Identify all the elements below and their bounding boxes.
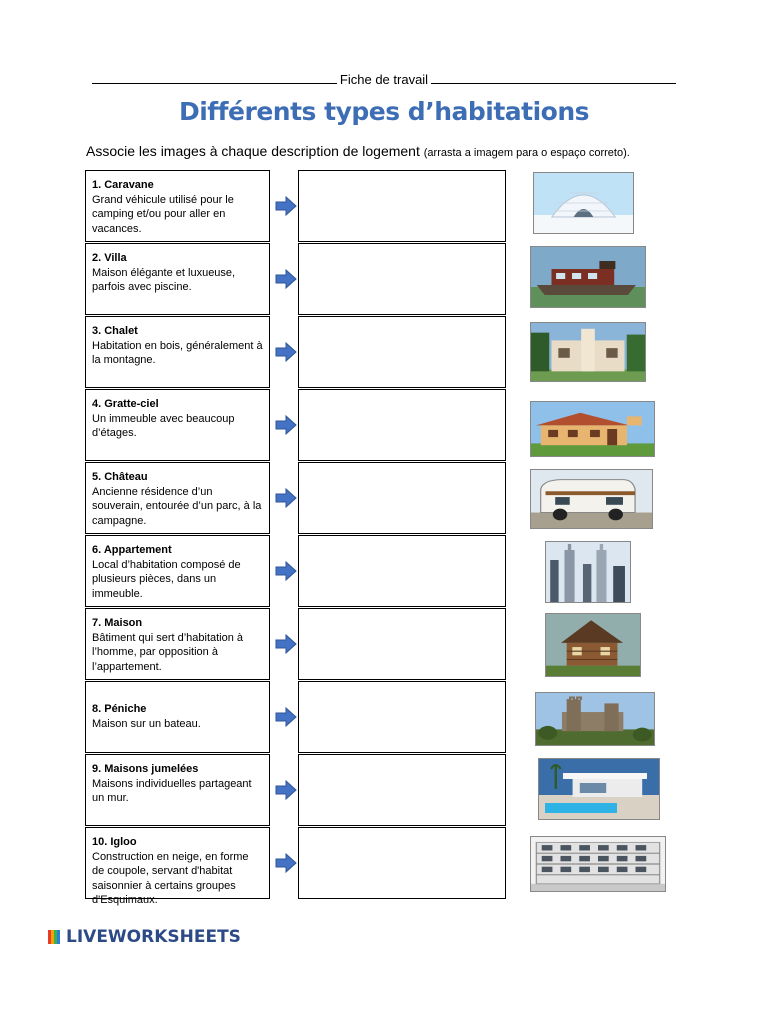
liveworksheets-logo bbox=[48, 927, 241, 947]
description-title: 3. Chalet bbox=[92, 325, 138, 337]
description-text: Maison sur un bateau. bbox=[92, 717, 201, 730]
instruction bbox=[86, 143, 706, 159]
description-text: Ancienne résidence d’un souverain, entourée d’un parc, à la campagne. bbox=[92, 485, 262, 527]
drop-zone[interactable] bbox=[298, 827, 506, 899]
description-cell bbox=[85, 754, 270, 826]
caravan-picture bbox=[531, 470, 652, 528]
worksheet-header bbox=[92, 72, 676, 87]
description-text: Habitation en bois, généralement à la montagne. bbox=[92, 339, 263, 366]
apartment-building-image[interactable] bbox=[530, 836, 666, 892]
instruction-main: Associe les images à chaque description de logement bbox=[86, 143, 420, 159]
page-title: Différents types d’habitations bbox=[178, 97, 590, 126]
igloo-picture bbox=[534, 173, 633, 233]
description-title: 1. Caravane bbox=[92, 179, 154, 191]
drop-zone[interactable] bbox=[298, 681, 506, 753]
description-cell bbox=[85, 462, 270, 534]
description-title: 10. Igloo bbox=[92, 836, 137, 848]
drop-zone[interactable] bbox=[298, 243, 506, 315]
arrow-right-icon bbox=[275, 780, 297, 800]
description-text: Grand véhicule utilisé pour le camping et/ou pour aller en vacances. bbox=[92, 193, 234, 235]
wooden-chalet-picture bbox=[546, 614, 640, 676]
villa-with-pool-image[interactable] bbox=[538, 758, 660, 820]
semi-detached-houses-image[interactable] bbox=[530, 322, 646, 382]
description-title: 4. Gratte-ciel bbox=[92, 398, 159, 410]
description-cell bbox=[85, 608, 270, 680]
instruction-hint: (arrasta a imagem para o espaço correto). bbox=[423, 147, 630, 159]
drop-zone[interactable] bbox=[298, 535, 506, 607]
drop-zone[interactable] bbox=[298, 608, 506, 680]
igloo-image[interactable] bbox=[533, 172, 634, 234]
caravan-image[interactable] bbox=[530, 469, 653, 529]
description-title: 8. Péniche bbox=[92, 703, 147, 715]
description-text: Un immeuble avec beaucoup d’étages. bbox=[92, 412, 235, 439]
skyscrapers-picture bbox=[546, 542, 630, 602]
description-text: Maisons individuelles partageant un mur. bbox=[92, 777, 252, 804]
houseboat-image[interactable] bbox=[530, 246, 646, 308]
description-text: Bâtiment qui sert d’habitation à l’homme, par opposition à l’appartement. bbox=[92, 631, 244, 673]
description-cell bbox=[85, 389, 270, 461]
description-cell bbox=[85, 316, 270, 388]
castle-image[interactable] bbox=[535, 692, 655, 746]
description-cell bbox=[85, 243, 270, 315]
logo-text: LIVEWORKSHEETS bbox=[66, 927, 241, 947]
drop-zone[interactable] bbox=[298, 170, 506, 242]
description-text: Local d’habitation composé de plusieurs pièces, dans un immeuble. bbox=[92, 558, 241, 600]
description-title: 6. Appartement bbox=[92, 544, 172, 556]
description-cell bbox=[85, 170, 270, 242]
arrow-right-icon bbox=[275, 269, 297, 289]
description-cell bbox=[85, 535, 270, 607]
header-rule-left bbox=[92, 73, 337, 84]
drop-zone[interactable] bbox=[298, 316, 506, 388]
arrow-right-icon bbox=[275, 488, 297, 508]
house-image[interactable] bbox=[530, 401, 655, 457]
description-title: 7. Maison bbox=[92, 617, 143, 629]
drop-zone[interactable] bbox=[298, 389, 506, 461]
houseboat-picture bbox=[531, 247, 645, 307]
house-picture bbox=[531, 402, 654, 456]
description-title: 5. Château bbox=[92, 471, 148, 483]
skyscrapers-image[interactable] bbox=[545, 541, 631, 603]
header-label: Fiche de travail bbox=[339, 72, 429, 87]
apartment-building-picture bbox=[531, 837, 665, 891]
description-cell bbox=[85, 681, 270, 753]
drop-zone[interactable] bbox=[298, 462, 506, 534]
wooden-chalet-image[interactable] bbox=[545, 613, 641, 677]
arrow-right-icon bbox=[275, 707, 297, 727]
description-text: Construction en neige, en forme de coupole, servant d'habitat saisonnier à certains groupes d'Esquimaux. bbox=[92, 850, 249, 906]
description-cell bbox=[85, 827, 270, 906]
arrow-right-icon bbox=[275, 634, 297, 654]
semi-detached-houses-picture bbox=[531, 323, 645, 381]
arrow-right-icon bbox=[275, 196, 297, 216]
arrow-right-icon bbox=[275, 415, 297, 435]
arrow-right-icon bbox=[275, 853, 297, 873]
description-title: 2. Villa bbox=[92, 252, 127, 264]
castle-picture bbox=[536, 693, 654, 745]
arrow-right-icon bbox=[275, 561, 297, 581]
description-text: Maison élégante et luxueuse, parfois avec piscine. bbox=[92, 266, 236, 293]
logo-icon bbox=[48, 930, 62, 944]
description-title: 9. Maisons jumelées bbox=[92, 763, 199, 775]
villa-with-pool-picture bbox=[539, 759, 659, 819]
header-rule-right bbox=[431, 73, 676, 84]
drop-zone[interactable] bbox=[298, 754, 506, 826]
arrow-right-icon bbox=[275, 342, 297, 362]
